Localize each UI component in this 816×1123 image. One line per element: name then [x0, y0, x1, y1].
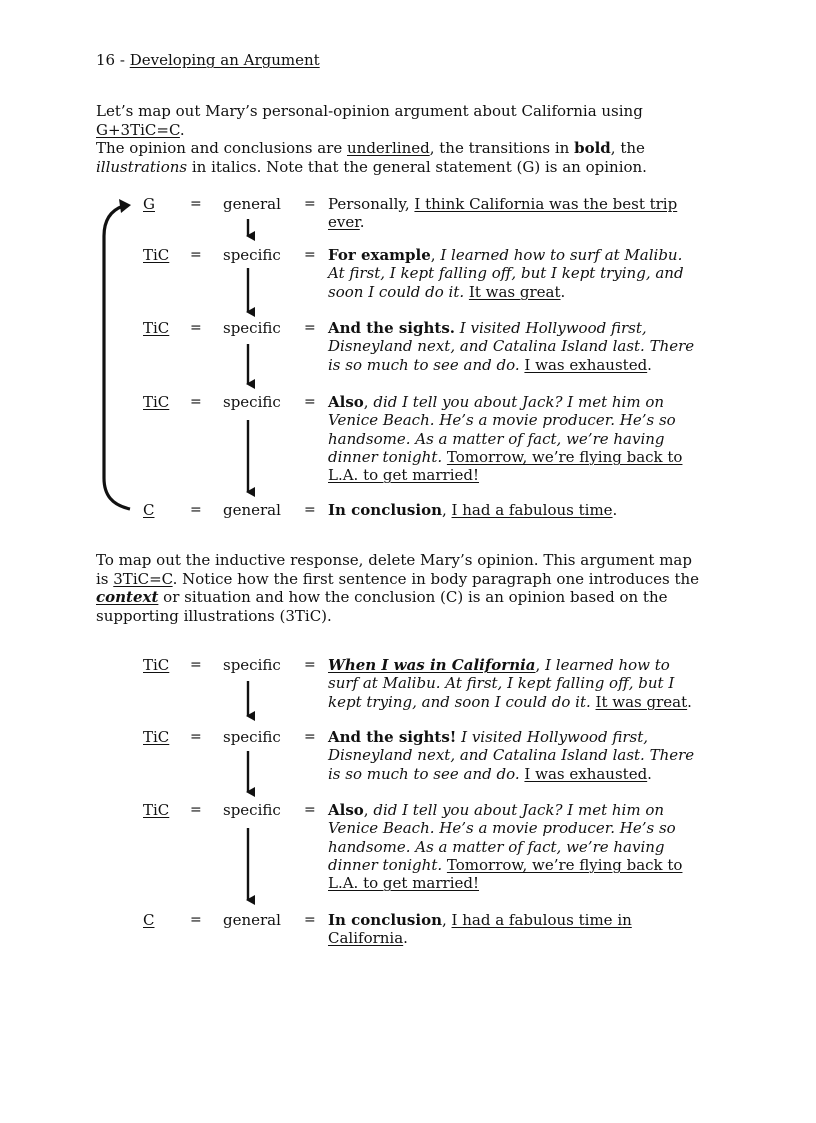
row-label: C: [143, 501, 155, 519]
row-text: And the sights! I visited Hollywood first, Disneyland next, and Catalina Island last. There is so much to see and do. I was exhausted.: [328, 728, 695, 783]
equals-sign: =: [304, 394, 316, 410]
equals-sign: =: [304, 729, 316, 745]
row-text: When I was in California, I learned how to surf at Malibu. At first, I kept falling off, but I kept trying, and soon I could do it. It was great.: [328, 656, 692, 711]
intro-text: The opinion and conclusions are: [96, 139, 347, 157]
row-label: TiC: [143, 246, 170, 264]
equals-sign: =: [190, 802, 202, 818]
intro-text: , the transitions in: [429, 139, 575, 157]
bold-example: bold: [574, 139, 611, 157]
row-text: In conclusion, I had a fabulous time.: [328, 501, 618, 519]
row-label: C: [143, 911, 155, 929]
context-word: context: [96, 588, 159, 606]
equals-sign: =: [190, 394, 202, 410]
equals-sign: =: [190, 729, 202, 745]
middle-text: To map out the inductive response, delete Mary’s opinion. This argument map is: [96, 551, 692, 588]
arrowhead-icon: [119, 199, 131, 213]
equals-sign: =: [304, 912, 316, 928]
row-label: TiC: [143, 801, 170, 819]
row-label: G: [143, 195, 155, 213]
row-kind: general: [223, 501, 281, 519]
intro-text: , the: [610, 139, 645, 157]
row-text: Also, did I tell you about Jack? I met him on Venice Beach. He’s a movie producer. He’s so handsome. As a matter of fact, we’re having dinner tonight. Tomorrow, we’re flying back to L.A. to get married!: [328, 393, 683, 485]
intro-text: Let’s map out Mary’s personal-opinion argument about California using: [96, 102, 643, 120]
equals-sign: =: [304, 502, 316, 518]
row-kind: general: [223, 195, 281, 213]
row-kind: specific: [223, 319, 281, 337]
row-label: TiC: [143, 656, 170, 674]
row-kind: specific: [223, 393, 281, 411]
row-label: TiC: [143, 393, 170, 411]
row-kind: general: [223, 911, 281, 929]
middle-text: . Notice how the first sentence in body paragraph one introduces the: [172, 569, 700, 588]
row-text: For example, I learned how to surf at Malibu. At first, I kept falling off, but I kept trying, and soon I could do it. It was great.: [328, 246, 684, 301]
row-text: Also, did I tell you about Jack? I met him on Venice Beach. He’s a movie producer. He’s so handsome. As a matter of fact, we’re having dinner tonight. Tomorrow, we’re flying back to L.A. to get married!: [328, 801, 683, 893]
middle-text: or situation and how the conclusion (C) is an opinion based on the supporting illustrations (3TiC).: [96, 588, 668, 625]
equals-sign: =: [190, 247, 202, 263]
formula-3ticc: 3TiC=C: [113, 569, 173, 588]
row-text: In conclusion, I had a fabulous time in California.: [328, 911, 632, 948]
row-kind: specific: [223, 246, 281, 264]
intro-text: in italics. Note that the general statement (G) is an opinion.: [187, 157, 647, 176]
return-bracket-arrow-icon: [104, 206, 130, 509]
row-kind: specific: [223, 656, 281, 674]
row-label: TiC: [143, 319, 170, 337]
equals-sign: =: [190, 320, 202, 336]
italic-example: illustrations: [96, 157, 188, 176]
formula-g3ticc: G+3TiC=C: [96, 120, 180, 139]
row-text: Personally, I think California was the best trip ever.: [328, 195, 678, 232]
equals-sign: =: [304, 802, 316, 818]
row-kind: specific: [223, 728, 281, 746]
equals-sign: =: [190, 502, 202, 518]
equals-sign: =: [190, 196, 202, 212]
equals-sign: =: [304, 657, 316, 673]
row-label: TiC: [143, 728, 170, 746]
page-number: 16: [96, 51, 116, 69]
equals-sign: =: [190, 657, 202, 673]
equals-sign: =: [304, 196, 316, 212]
row-kind: specific: [223, 801, 281, 819]
row-text: And the sights. I visited Hollywood first, Disneyland next, and Catalina Island last. There is so much to see and do. I was exhausted.: [328, 319, 695, 374]
underlined-example: underlined: [347, 139, 430, 157]
equals-sign: =: [304, 320, 316, 336]
equals-sign: =: [190, 912, 202, 928]
equals-sign: =: [304, 247, 316, 263]
intro-text: .: [179, 120, 185, 139]
header-separator: -: [119, 51, 125, 69]
page-title: Developing an Argument: [129, 51, 320, 69]
